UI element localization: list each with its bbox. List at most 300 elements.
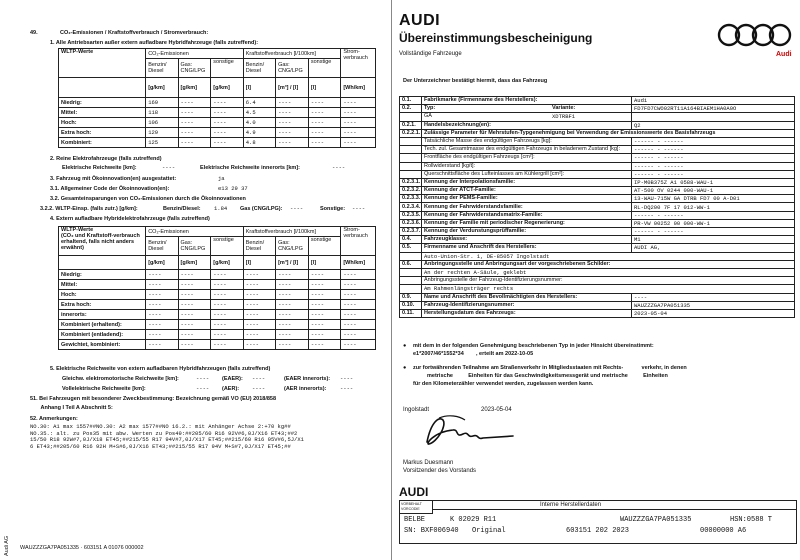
coc-row-number [400,277,422,285]
remark-line: NO.30: A1 max 1557##NO.30: A2 max 1577##NO 16.2.: mit Anhänger Achse 2:+70 kg## [30,424,291,430]
row-label: Kombiniert (erhaltend): [59,320,146,330]
coc-row-number [400,137,422,145]
coc-row-label [422,137,632,145]
unit-cell: [g/km] [178,256,211,270]
cell: ---- [276,128,309,138]
cell: 4.0 [243,118,275,128]
coc-row-value: Q2 [632,121,795,129]
doc-subtitle: Vollständige Fahrzeuge [399,51,462,57]
coc-row-label [422,170,632,178]
coc-row-label-text: Kennung der Verdunstungsprüffamilie: [424,228,527,235]
cell: ---- [276,108,309,118]
cell: ---- [308,108,340,118]
coc-row-label: Auto-Union-Str. 1, DE-85057 Ingolstadt [422,252,795,260]
cell: ---- [308,98,340,108]
coc-row-label: An der rechten A-Säule, geklebt [422,268,795,276]
remarks-block [30,424,385,450]
bullet: ● [403,365,407,371]
coc-row-number [400,285,422,293]
unit-cell: [l] [308,256,340,270]
cell: ---- [341,290,376,300]
remark-line: NO.35.: alt. zu Pos35 mit abw. Werten zu Pos49:##205/60 R16 92V#6,0J/X16 ET43;##2 [30,430,298,437]
line-3-1-value: e13 29 37 [218,185,248,192]
coc-data-table [399,96,795,318]
line-3: 3. Fahrzeug mit Ökoinnovation(en) ausgestattet: [50,176,177,182]
cell: ---- [211,98,243,108]
coc-row-number: 0.2.3.4. [400,203,422,211]
line-52: 52. Anmerkungen: [30,416,78,422]
coc-row [400,146,795,154]
coc-row-label-text: Fahrzeugklasse: [424,236,468,243]
approval-line-2: e1*2007/46*1552*34 , erteilt am 2022-10-05 [413,351,534,357]
sign-place: Ingolstadt [403,407,430,413]
coc-row-value: M1 [632,236,795,244]
col-header [59,227,146,256]
coc-row-label-text: Typ: [424,105,436,112]
cell: ---- [211,340,243,350]
cell: 4.9 [243,128,275,138]
cell: ---- [146,290,178,300]
col-header: Benzin/ Diesel [243,59,275,78]
internal-r2-c4: 00000000 A6 [700,527,747,535]
brand-title-2: AUDI [399,485,429,499]
table-row [59,270,376,280]
row-label: Hoch: [59,290,146,300]
cell: ---- [178,300,211,310]
row-label: Niedrig: [59,270,146,280]
approval-line-5: für den Kilometerzähler verwendet werden, zugelassen werden kann. [413,381,594,387]
cell: ---- [276,280,309,290]
coc-row [400,252,795,260]
cell: ---- [178,98,211,108]
internal-title: Interne Herstellerdaten [540,502,602,508]
coc-row-value: ---- [632,293,795,301]
coc-row-value: ------ - ------ [632,211,795,219]
intro-text: Der Unterzeichner bestätigt hiermit, dass das Fahrzeug [403,78,548,84]
cell: ---- [341,128,376,138]
cell: ---- [276,290,309,300]
coc-row-label-text: Frontfläche des endgültigen Fahrzeugs [cm²]: [424,154,535,161]
cell: ---- [178,128,211,138]
coc-row-label [422,97,632,105]
sign-date: 2023-05-04 [481,407,512,413]
cell: ---- [178,280,211,290]
cell: ---- [243,310,275,320]
coc-row-mid: Variante: [552,105,576,112]
table-row [59,340,376,350]
coc-row-label-text: Kennung der ATCT-Familie: [424,187,496,194]
gas-value: ---- [290,205,304,212]
row-label: Niedrig: [59,98,146,108]
coc-row-value: 2023-05-04 [632,309,795,317]
coc-row-number [400,252,422,260]
coc-row [400,285,795,293]
internal-small-box [400,501,433,514]
col-header: CO₂-Emissionen [146,49,244,59]
cell: ---- [308,300,340,310]
section-title: CO₂-Emissionen / Kraftstoffverbrauch / Stromverbrauch: [60,30,209,36]
signer-name: Markus Duesmann [403,460,454,466]
cell: ---- [146,310,178,320]
cell: 4.5 [243,108,275,118]
internal-r2-c2: Original [472,527,506,535]
remark-line: 15/50 R18 92W#7,0J/X18 ET45;##215/55 R17 94V#7,0J/X17 ET45;##215/60 R16 95V#6,5J/X1 [30,437,304,443]
cell: ---- [341,280,376,290]
col-header: Kraftstoffverbrauch [l/100km] [243,227,341,237]
blank-cell [59,256,146,270]
sub-heading-1: 1. Alle Antriebsarten außer extern aufladbare Hybridfahrzeuge (falls zutreffend): [50,40,259,46]
coc-row-value: IP-M0B375Z A1 0588-WAU-1 [632,178,795,186]
internal-divider [432,509,796,510]
line-3-value: ja [218,175,225,182]
coc-row-value: ------ - ------ [632,137,795,145]
col-header: Gas: CNG/LPG [276,59,309,78]
cell: ---- [178,340,211,350]
table-row [59,330,376,340]
coc-row-value: ------ - ------ [632,146,795,154]
coc-row [400,309,795,317]
row-label: Extra hoch: [59,128,146,138]
coc-row-number: 0.2. [400,105,422,113]
coc-row-number: 0.2.3.2. [400,187,422,195]
coc-row-label-text: Tech. zul. Gesamtmasse des endgültigen Fahrzeugs in beladenem Zustand [kg]: [424,146,620,153]
coc-row-label-text: Kennung der Fahrwiderstandsfamilie: [424,203,523,210]
coc-row-label-text: Name und Anschrift des Bevollmächtigten des Herstellers: [424,293,578,300]
line-5b-value: ---- [196,385,210,392]
row-label: Gewichtet, kombiniert: [59,340,146,350]
coc-row-number: 0.1. [400,97,422,105]
col-header: sonstige [211,237,243,256]
row-label: Extra hoch: [59,300,146,310]
cell: ---- [341,310,376,320]
cell: ---- [243,330,275,340]
line-5: 5. Elektrische Reichweite von extern aufladbaren Hybridfahrzeugen (falls zutreffend) [50,366,271,372]
table-row [59,128,376,138]
table-row [59,98,376,108]
coc-row-value [632,113,795,121]
coc-row [400,236,795,244]
sonstige-label: Sonstige: [320,206,346,212]
internal-r1-c2: K 02029 R11 [450,516,497,524]
cell: ---- [178,118,211,128]
unit-cell: [m³] / [l] [276,256,309,270]
cell: ---- [211,300,243,310]
table-row [59,108,376,118]
coc-row [400,268,795,276]
unit-cell: [g/km] [211,256,243,270]
coc-row-number: 0.2.3.6. [400,219,422,227]
coc-row-label [422,236,632,244]
coc-row-label: Anbringungsstelle der Fahrzeug-Identifizierungsnummer: [422,277,795,285]
cell: 169 [146,98,178,108]
unit-cell: [Wh/km] [341,256,376,270]
coc-row [400,97,795,105]
coc-row-value: ------ - ------ [632,154,795,162]
col-header: Kraftstoffverbrauch [l/100km] [243,49,341,59]
line-5b-aer-city: (AER innerorts): [284,386,327,392]
table-row [59,118,376,128]
cell: ---- [211,280,243,290]
cell: ---- [308,330,340,340]
coc-row-number: 0.6. [400,260,422,268]
cell: ---- [276,138,309,148]
cell: ---- [276,320,309,330]
line-5a-value-2: ---- [252,375,266,382]
cell: ---- [276,98,309,108]
remark-line: 6 ET43;##205/60 R16 92H M+S#6,0J/X16 ET43;##215/55 R17 94V M+S#7,0J/X17 ET45;## [30,443,291,450]
coc-row-label [422,203,632,211]
cell: ---- [178,290,211,300]
cell: ---- [276,270,309,280]
line-3-2: 3.2. Gesamteinsparungen von CO₂-Emissionen durch die Ökoinnovationen [50,196,246,202]
unit-cell: [l] [243,256,275,270]
section-number: 49. [30,30,38,36]
cell: ---- [243,290,275,300]
line-3-2-2: 3.2.2. WLTP-Einsp. (falls zutr.) [g/km]: [40,206,138,212]
cell: 6.4 [243,98,275,108]
coc-row-label-text: Fabrikmarke (Firmenname des Herstellers): [424,97,538,104]
internal-small-2: VORCODIE [401,507,420,511]
coc-row-label: Am Rahmenlängsträger rechts [422,285,795,293]
line-5a-value-3: ---- [340,375,354,382]
cell: ---- [276,330,309,340]
table-row [59,290,376,300]
row-label: Mittel: [59,280,146,290]
col-header: Gas: CNG/LPG [178,59,211,78]
line-5b-value-2: ---- [252,385,266,392]
line-5a-value: ---- [196,375,210,382]
row-label: Hoch: [59,118,146,128]
coc-row [400,301,795,309]
signer-role: Vorsitzender des Vorstands [403,468,477,474]
coc-row [400,260,795,268]
coc-row-label-text: GA [424,113,432,120]
coc-row [400,105,795,113]
coc-row [400,170,795,178]
cell: ---- [243,320,275,330]
line-2a-value-2: ---- [332,164,346,171]
coc-row-value: AUDI AG, [632,244,795,252]
coc-row-label-text: Kennung der Interpolationsfamilie: [424,178,516,185]
cell: ---- [341,330,376,340]
cell: ---- [146,300,178,310]
cell: ---- [308,270,340,280]
coc-row-number: 0.2.3.1. [400,178,422,186]
cell: ---- [308,340,340,350]
cell: ---- [178,270,211,280]
unit-cell: [g/km] [146,78,178,98]
coc-row [400,154,795,162]
coc-row-number: 0.2.3.5. [400,211,422,219]
coc-row-label-text: Fahrzeug-Identifizierungsnummer: [424,301,515,308]
line-2a-label-2: Elektrische Reichweite innerorts [km]: [200,165,300,171]
unit-cell: [l] [308,78,340,98]
col-header: Strom-verbrauch [341,49,376,78]
cell: ---- [308,138,340,148]
col-header: Benzin/ Diesel [146,59,178,78]
cell: ---- [243,340,275,350]
coc-row [400,113,795,121]
cell: ---- [211,290,243,300]
coc-row-label [422,219,632,227]
col-header: WLTP-Werte [59,49,146,78]
row-label: Kombiniert: [59,138,146,148]
table-row [59,138,376,148]
coc-row-number [400,146,422,154]
coc-row-number: 0.9. [400,293,422,301]
coc-row-number [400,154,422,162]
cell: ---- [276,340,309,350]
coc-row-number: 0.5. [400,244,422,252]
unit-cell: [Wh/km] [341,78,376,98]
cell: ---- [276,310,309,320]
wltp-table-2 [58,226,376,350]
line-5b-value-3: ---- [340,385,354,392]
coc-row [400,195,795,203]
col-header: Gas: CNG/LPG [178,237,211,256]
coc-row [400,211,795,219]
cell: ---- [341,98,376,108]
cell: ---- [146,340,178,350]
left-footer: WAUZZZGA7PA051335 · 603151 A 01076 000002 [20,545,144,551]
coc-row [400,162,795,170]
coc-row [400,187,795,195]
blank-cell [59,78,146,98]
line-5a-eaer: (EAER): [222,376,243,382]
cell: ---- [341,270,376,280]
coc-row-value: AT-500 OV 0244 000-WAU-1 [632,187,795,195]
coc-row-label-text: Rollwiderstand [kg/t]: [424,162,476,169]
coc-row-number: 0.2.3.3. [400,195,422,203]
cell: 125 [146,138,178,148]
cell: ---- [243,300,275,310]
row-label: Kombiniert (entladend): [59,330,146,340]
coc-row-number: 0.2.1. [400,121,422,129]
coc-row-label [422,195,632,203]
row-label: innerorts: [59,310,146,320]
coc-row-label [422,105,632,113]
internal-r2-c1: SN: BXF006940 [404,527,459,535]
cell: ---- [211,330,243,340]
col-header: Gas: CNG/LPG [276,237,309,256]
benzin-label: Benzin/Diesel: [163,206,201,212]
coc-row-value: RL-DQ200 7F 17 012-WW-1 [632,203,795,211]
coc-row-label-text: Firmenname und Anschrift des Herstellers: [424,244,537,251]
coc-row-number [400,162,422,170]
col-header-title: WLTP-Werte [61,227,94,233]
cell: 118 [146,108,178,118]
coc-row-label [422,301,632,309]
cell: 4.8 [243,138,275,148]
line-5b-label: Vollelektrische Reichweite [km]: [62,386,146,392]
line-51: 51. Bei Fahrzeugen mit besonderer Zweckbestimmung: Bezeichnung gemäß VO (EU) 2018/858 [30,396,277,402]
signature [419,412,519,450]
approval-line-1: mit dem in der folgenden Genehmigung beschriebenen Typ in jeder Hinsicht übereinstimmt: [413,343,654,349]
line-5a-label: Gleichw. elektromotorische Reichweite [km]: [62,376,179,382]
coc-row-label-text: Kennung der PEMS-Familie: [424,195,498,202]
cell: 129 [146,128,178,138]
cell: ---- [146,320,178,330]
line-5b-aer: (AER): [222,386,240,392]
bullet: ● [403,343,407,349]
internal-r1-c1: BELBE [404,516,426,524]
coc-row [400,121,795,129]
internal-data-box [399,500,797,544]
line-4: 4. Extern aufladbare Hybridelektrofahrzeuge (falls zutreffend) [50,216,210,222]
coc-row-label [422,187,632,195]
cell: ---- [178,310,211,320]
coc-row [400,178,795,186]
line-5a-eaer-city: (EAER innerorts): [284,376,331,382]
audi-logo-text: Audi [776,51,792,58]
coc-row [400,244,795,252]
coc-row [400,129,795,137]
unit-cell: [g/km] [178,78,211,98]
coc-row [400,219,795,227]
coc-page-left [0,0,392,560]
coc-row-label-text: Querschnittsfläche des Lufteinlasses am Kühlergrill [cm²]: [424,170,565,177]
coc-row-label-text: Kennung der Familie mit periodischer Regenerierung: [424,219,565,226]
coc-row-label-text: Kennung der Fahrwiderstandsmatrix-Familie: [424,211,543,218]
coc-row-value: ------ - ------ [632,170,795,178]
coc-row-label-text: Herstellungsdatum des Fahrzeugs: [424,309,516,316]
cell: ---- [341,108,376,118]
cell: ---- [341,320,376,330]
coc-row-value: 13-WAU-715W GA DTRB FD7 00 A-D01 [632,195,795,203]
cell: ---- [308,320,340,330]
line-3-1: 3.1. Allgemeiner Code der Ökoinnovation(en): [50,186,170,192]
cell: ---- [211,138,243,148]
col-header: Benzin/ Diesel [243,237,275,256]
wltp-table-1 [58,48,376,148]
unit-cell: [g/km] [211,78,243,98]
cell: ---- [146,280,178,290]
col-header: Strom-verbrauch [341,227,376,256]
cell: ---- [308,128,340,138]
coc-row-label: Anbringungsstelle und Anbringungsart der vorgeschriebenen Schilder: [422,260,795,268]
col-header: sonstige [308,59,340,78]
cell: ---- [178,138,211,148]
coc-row-number: 0.10. [400,301,422,309]
cell: ---- [146,270,178,280]
col-header: sonstige [211,59,243,78]
coc-row-number: 0.2.3.7. [400,228,422,236]
cell: ---- [211,270,243,280]
coc-row-label [422,146,632,154]
coc-row-label-text: Handelsbezeichnung(en): [424,121,491,128]
coc-row [400,203,795,211]
coc-row-value: WAUZZZGA7PA051335 [632,301,795,309]
coc-row [400,293,795,301]
coc-row-label [422,293,632,301]
cell: 106 [146,118,178,128]
table-row [59,280,376,290]
approval-line-3: zur fortwährenden Teilnahme am Straßenverkehr in Mitgliedsstaaten mit Rechts- verkehr, in denen [413,365,687,371]
cell: ---- [211,108,243,118]
coc-row [400,277,795,285]
table-row [59,310,376,320]
unit-cell: [g/km] [146,256,178,270]
cell: ---- [211,310,243,320]
cell: ---- [308,118,340,128]
coc-row-value: ------ - ------ [632,162,795,170]
coc-row-label-text: Tatsächliche Masse des endgültigen Fahrzeugs [kg]: [424,138,552,145]
cell: ---- [308,280,340,290]
coc-row-label [422,211,632,219]
cell: ---- [243,280,275,290]
sonstige-value: ---- [352,205,366,212]
coc-row-label: Zulässige Parameter für Mehrstufen-Typgenehmigung bei Verwendung der Emissionswerte des Basisfahrzeugs [422,129,795,137]
